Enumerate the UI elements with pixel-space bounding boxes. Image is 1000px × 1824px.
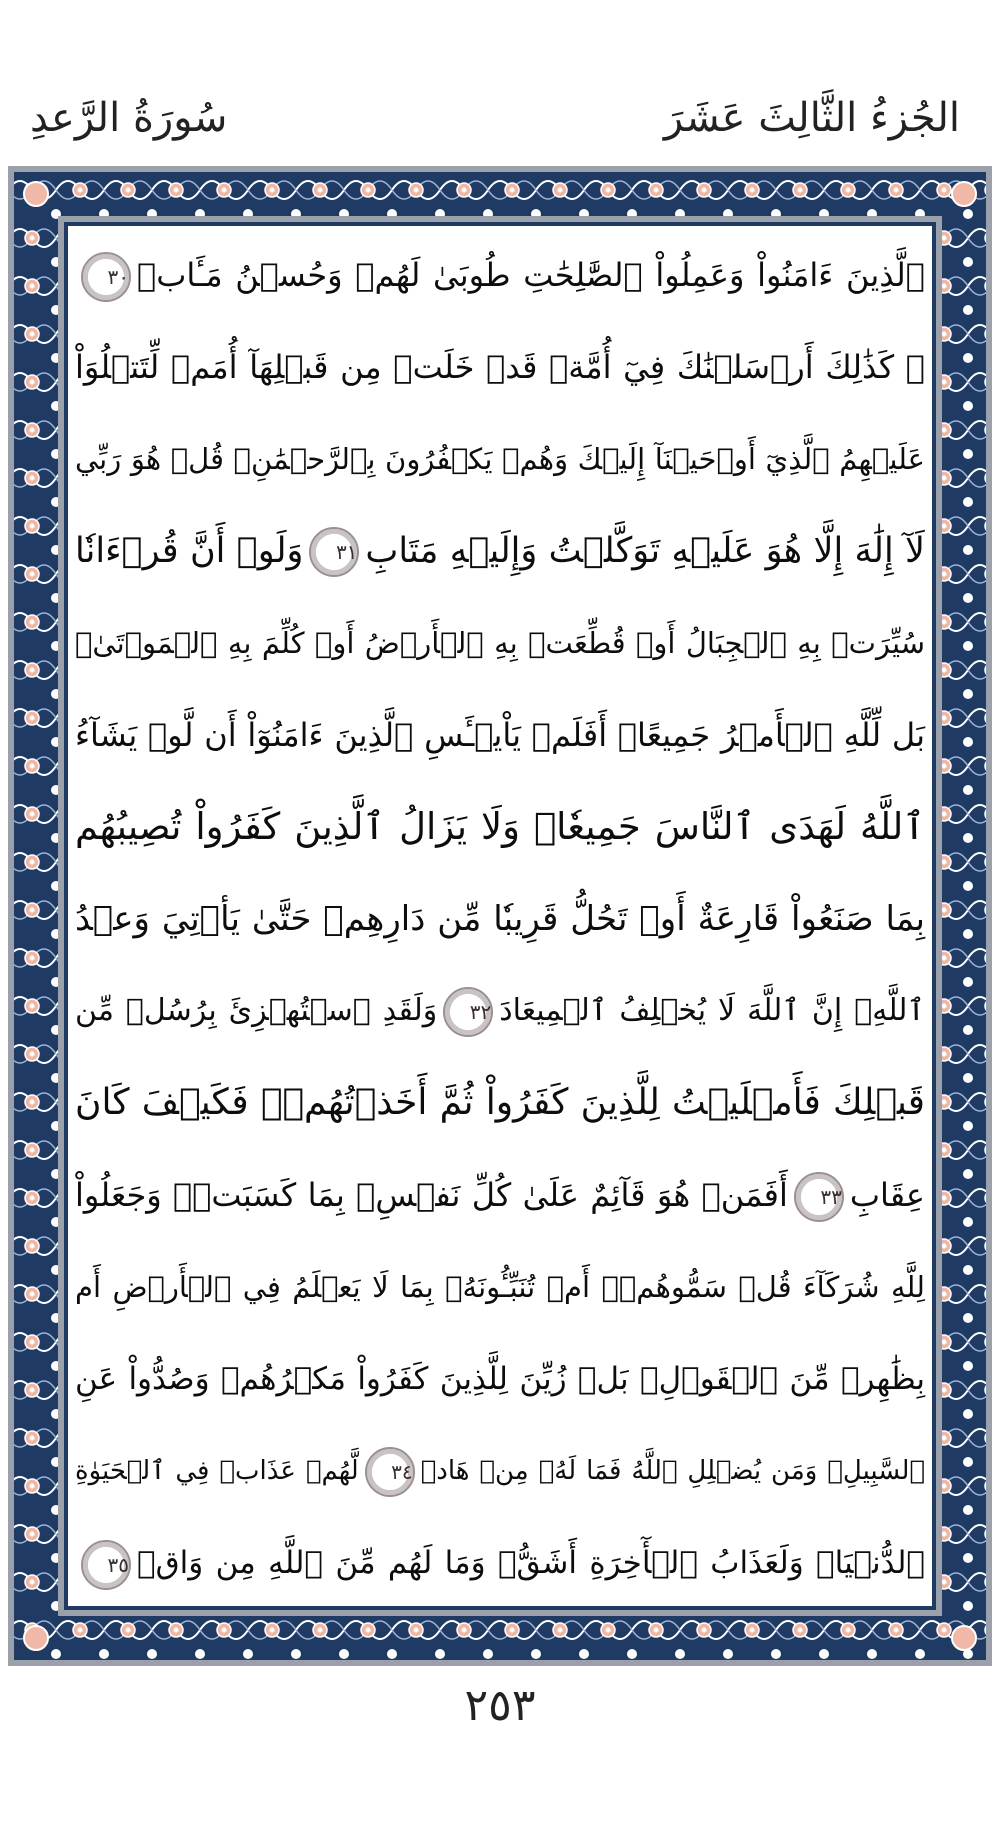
ayah-marker: ٣٤ [365,1447,415,1497]
ayah-marker: ٣٢ [443,987,493,1037]
quran-text [75,230,925,1640]
verse-line [75,598,925,688]
verse-line [75,1518,925,1608]
verse-line [75,414,925,504]
verse-line [75,322,925,412]
verse-text: ٱلدُّنۡيَاۖ وَلَعَذَابُ ٱلۡأٓخِرَةِ أَشَقُّۖ وَمَا لَهُم مِّنَ ٱللَّهِ مِن وَاقٖ [137,1545,925,1581]
page-number: ٢٥٣ [464,1680,536,1731]
verse-line [75,874,925,964]
verse-line [75,506,925,596]
ayah-marker: ٣١ [309,527,359,577]
page-header [0,95,1000,165]
verse-line [75,1058,925,1148]
verse-text: عَلَيۡهِمُ ٱلَّذِيٓ أَوۡحَيۡنَآ إِلَيۡكَ وَهُمۡ يَكۡفُرُونَ بِٱلرَّحۡمَٰنِۚ قُلۡ هُوَ رَبِّي [75,442,925,476]
verse-line [75,966,925,1056]
ayah-marker: ٣٠ [81,252,131,302]
verse-text: لَآ إِلَٰهَ إِلَّا هُوَ عَلَيۡهِ تَوَكَّلۡتُ وَإِلَيۡهِ مَتَابِ [365,531,925,571]
verse-line [75,1150,925,1240]
verse-text: وَلَقَدِ ٱسۡتُهۡزِئَ بِرُسُلٖ مِّن [75,993,438,1028]
verse-text: قَبۡلِكَ فَأَمۡلَيۡتُ لِلَّذِينَ كَفَرُواْ ثُمَّ أَخَذۡتُهُمۡۖ فَكَيۡفَ كَانَ [75,1082,925,1123]
verse-line [75,1426,925,1516]
verse-text: ٱللَّهِۚ إِنَّ ٱللَّهَ لَا يُخۡلِفُ ٱلۡمِيعَادَ [499,993,925,1028]
verse-line [75,1242,925,1332]
verse-text: سُيِّرَتۡ بِهِ ٱلۡجِبَالُ أَوۡ قُطِّعَتۡ بِهِ ٱلۡأَرۡضُ أَوۡ كُلِّمَ بِهِ ٱلۡمَوۡتَىٰۗ [75,626,925,660]
juz-title: الجُزءُ الثَّالِثَ عَشَرَ [663,95,960,141]
verse-text: بِمَا صَنَعُواْ قَارِعَةٌ أَوۡ تَحُلُّ قَرِيبٗا مِّن دَارِهِمۡ حَتَّىٰ يَأۡتِيَ وَعۡدُ [75,899,925,939]
verse-text: أَفَمَنۡ هُوَ قَآئِمٌ عَلَىٰ كُلِّ نَفۡسِۭ بِمَا كَسَبَتۡۗ وَجَعَلُواْ [75,1176,788,1214]
ayah-marker: ٣٥ [81,1540,131,1590]
ayah-marker: ٣٣ [794,1172,844,1222]
verse-line [75,1334,925,1424]
verse-text: لَّهُمۡ عَذَابٞ فِي ٱلۡحَيَوٰةِ [75,1456,359,1486]
verse-text: لِلَّهِ شُرَكَآءَ قُلۡ سَمُّوهُمۡۚ أَمۡ تُنَبِّـُٔونَهُۥ بِمَا لَا يَعۡلَمُ فِي ٱلۡأَرۡضِ أَم [75,1270,925,1304]
verse-text: بَل لِّلَّهِ ٱلۡأَمۡرُ جَمِيعًاۗ أَفَلَمۡ يَاْيۡـَٔسِ ٱلَّذِينَ ءَامَنُوٓاْ أَن لَّوۡ يَشَآءُ [75,716,925,754]
surah-title: سُورَةُ الرَّعدِ [30,95,228,141]
verse-line [75,782,925,872]
verse-text: ٱلسَّبِيلِۗ وَمَن يُضۡلِلِ ٱللَّهُ فَمَا لَهُۥ مِنۡ هَادٖ [420,1456,925,1486]
verse-line [75,230,925,320]
verse-text: ٱللَّهُ لَهَدَى ٱلنَّاسَ جَمِيعٗاۗ وَلَا يَزَالُ ٱلَّذِينَ كَفَرُواْ تُصِيبُهُم [75,805,925,848]
verse-line [75,690,925,780]
verse-text: وَلَوۡ أَنَّ قُرۡءَانٗا [75,531,304,571]
verse-text: بِظَٰهِرٖ مِّنَ ٱلۡقَوۡلِۗ بَلۡ زُيِّنَ لِلَّذِينَ كَفَرُواْ مَكۡرُهُمۡ وَصُدُّواْ عَنِ [75,1361,925,1397]
verse-text: ۞ كَذَٰلِكَ أَرۡسَلۡنَٰكَ فِيٓ أُمَّةٖ قَدۡ خَلَتۡ مِن قَبۡلِهَآ أُمَمٞ لِّتَتۡلُوَاْ [75,348,925,386]
verse-text: ٱلَّذِينَ ءَامَنُواْ وَعَمِلُواْ ٱلصَّٰلِحَٰتِ طُوبَىٰ لَهُمۡ وَحُسۡنُ مَـَٔابٖ [137,256,925,294]
verse-text: عِقَابِ [849,1176,925,1214]
